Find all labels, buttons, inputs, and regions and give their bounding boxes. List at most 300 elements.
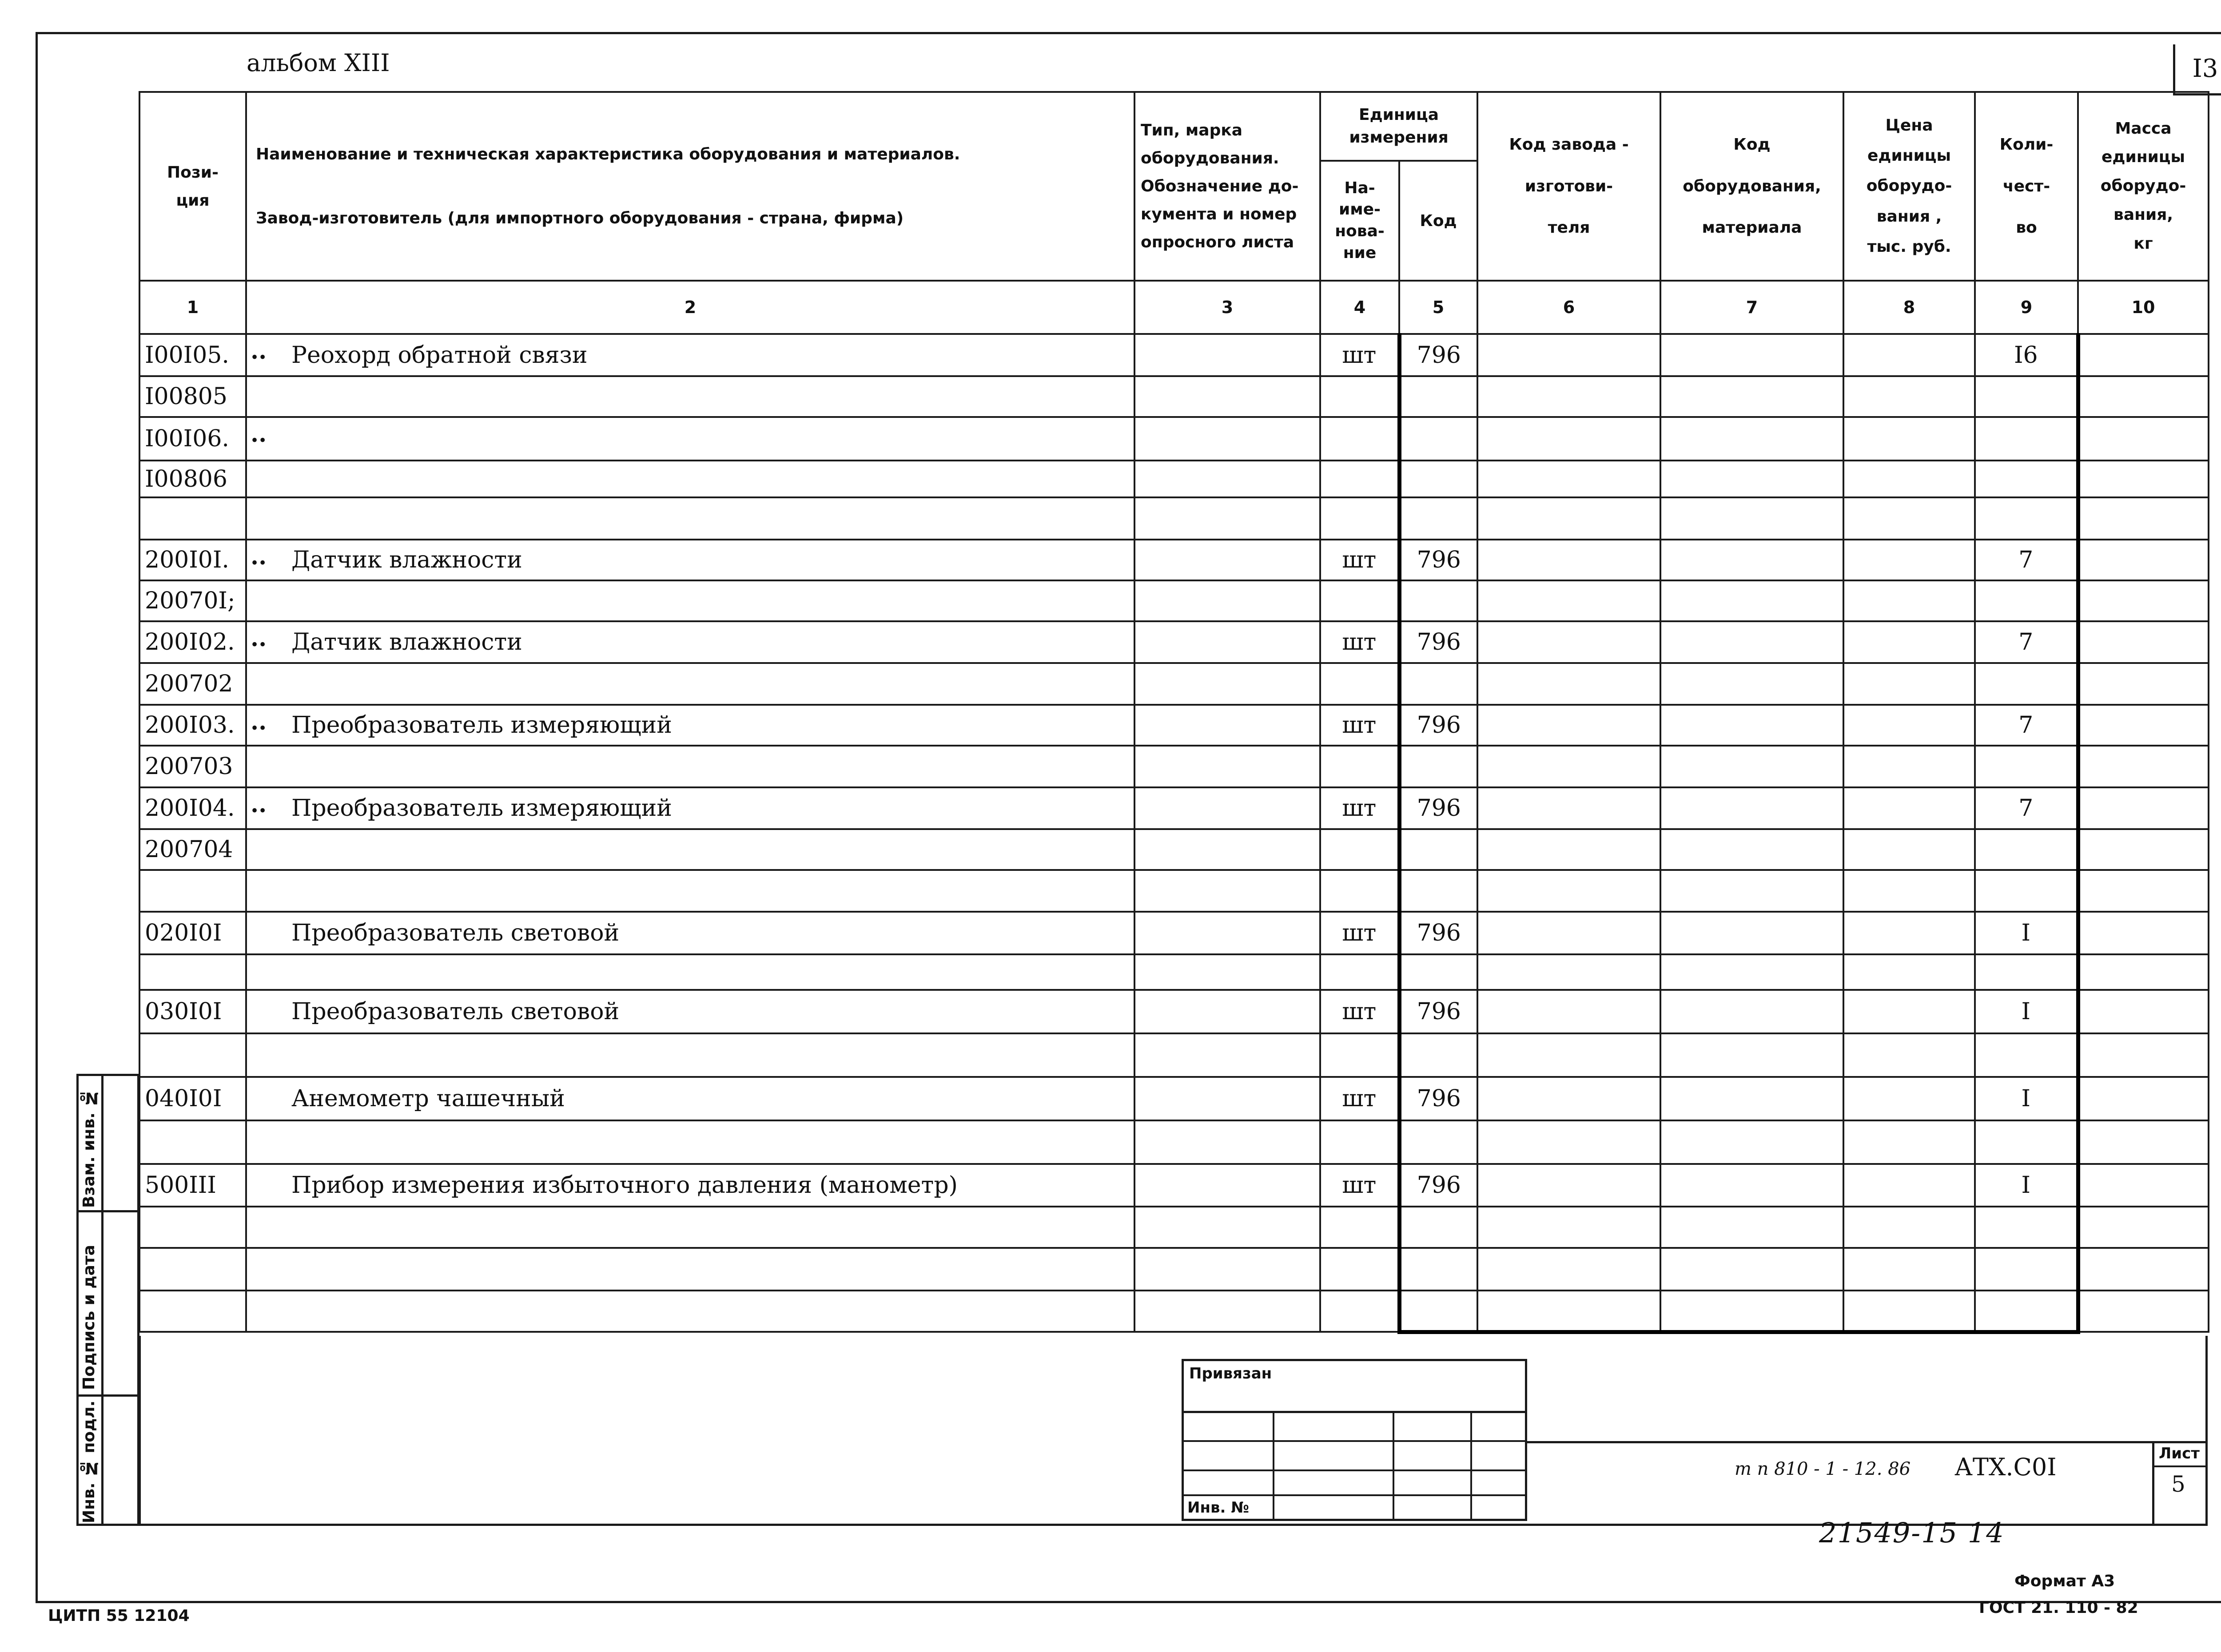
header-price: Цена единицы оборудо- вания , тыс. руб.	[1843, 92, 1975, 281]
header-mass: Масса единицы оборудо- вания, кг	[2078, 92, 2209, 281]
cell-equipment-code	[1660, 1077, 1843, 1120]
cell-factory-code	[1477, 990, 1660, 1033]
cell-factory-code	[1477, 1291, 1660, 1332]
cell-quantity: 7	[1975, 787, 2078, 829]
frame-line	[139, 1336, 141, 1526]
cell-position: 20070I;	[139, 580, 246, 621]
cell-quantity	[1975, 1120, 2078, 1164]
cell-price	[1843, 746, 1975, 787]
cell-factory-code	[1477, 417, 1660, 461]
side-divider	[76, 1210, 139, 1212]
cell-factory-code	[1477, 705, 1660, 746]
cell-factory-code	[1477, 870, 1660, 912]
column-number: 5	[1399, 281, 1477, 334]
cell-equipment-code	[1660, 580, 1843, 621]
cell-mass	[2078, 870, 2209, 912]
cell-factory-code	[1477, 540, 1660, 580]
cell-position: 200703	[139, 746, 246, 787]
cell-quantity	[1975, 580, 2078, 621]
stamp-privyazan: Привязан	[1189, 1365, 1272, 1382]
cell-equipment-code	[1660, 376, 1843, 417]
cell-unit	[1320, 954, 1399, 990]
table-row	[139, 621, 2209, 663]
cell-price	[1843, 1033, 1975, 1077]
side-label-inv-podl: Инв. № подл.	[80, 1400, 98, 1523]
cell-quantity	[1975, 376, 2078, 417]
cell-name	[246, 954, 1134, 990]
cell-position	[139, 870, 246, 912]
cell-type	[1134, 621, 1320, 663]
cell-type	[1134, 990, 1320, 1033]
specification-rows	[139, 334, 2209, 1332]
cell-mass	[2078, 829, 2209, 870]
cell-price	[1843, 621, 1975, 663]
cell-position	[139, 1033, 246, 1077]
sheet-value: 5	[2171, 1471, 2185, 1497]
cell-unit	[1320, 497, 1399, 540]
cell-unit	[1320, 663, 1399, 705]
cell-unit: шт	[1320, 1164, 1399, 1207]
cell-name	[246, 787, 1134, 829]
cell-unit	[1320, 746, 1399, 787]
cell-name	[246, 461, 1134, 497]
header-unit-group: Единица измерения	[1320, 92, 1477, 161]
cell-price	[1843, 1207, 1975, 1248]
cell-mass	[2078, 1291, 2209, 1332]
cell-type	[1134, 829, 1320, 870]
cell-equipment-code	[1660, 829, 1843, 870]
cell-type	[1134, 705, 1320, 746]
cell-unit-code	[1399, 1033, 1477, 1077]
cell-unit-code: 796	[1399, 1077, 1477, 1120]
cell-quantity	[1975, 870, 2078, 912]
cell-name	[246, 1291, 1134, 1332]
cell-name	[246, 621, 1134, 663]
cell-unit-code: 796	[1399, 540, 1477, 580]
cell-unit: шт	[1320, 787, 1399, 829]
column-number: 10	[2078, 281, 2209, 334]
binding-stamp	[1182, 1359, 1527, 1521]
item-name: Прибор измерения избыточного давления (манометр)	[291, 1172, 958, 1199]
cell-factory-code	[1477, 829, 1660, 870]
cell-price	[1843, 954, 1975, 990]
cell-unit-code: 796	[1399, 621, 1477, 663]
cell-unit: шт	[1320, 621, 1399, 663]
cell-name	[246, 990, 1134, 1033]
cell-factory-code	[1477, 663, 1660, 705]
cell-mass	[2078, 1207, 2209, 1248]
cell-name	[246, 417, 1134, 461]
handwritten-number: 21549-15 14	[1819, 1517, 2005, 1549]
cell-mass	[2078, 540, 2209, 580]
cell-quantity: 7	[1975, 621, 2078, 663]
format-label: Формат А3	[2014, 1572, 2115, 1590]
cell-type	[1134, 912, 1320, 954]
cell-name	[246, 663, 1134, 705]
table-row	[139, 746, 2209, 787]
cell-price	[1843, 870, 1975, 912]
cell-unit-code	[1399, 829, 1477, 870]
cell-unit: шт	[1320, 1077, 1399, 1120]
table-row	[139, 787, 2209, 829]
position-dots: ..	[251, 625, 267, 652]
cell-position	[139, 497, 246, 540]
cell-quantity	[1975, 1033, 2078, 1077]
cell-unit-code: 796	[1399, 787, 1477, 829]
cell-quantity: I	[1975, 1077, 2078, 1120]
cell-mass	[2078, 1164, 2209, 1207]
cell-equipment-code	[1660, 705, 1843, 746]
cell-equipment-code	[1660, 912, 1843, 954]
cell-equipment-code	[1660, 1291, 1843, 1332]
sheet-label: Лист	[2159, 1445, 2200, 1462]
cell-name	[246, 1077, 1134, 1120]
item-name: Преобразователь световой	[291, 998, 620, 1025]
table-row	[139, 1291, 2209, 1332]
cell-factory-code	[1477, 746, 1660, 787]
cell-type	[1134, 746, 1320, 787]
cell-price	[1843, 334, 1975, 376]
cell-price	[1843, 540, 1975, 580]
header-equipment-code: Код оборудования, материала	[1660, 92, 1843, 281]
cell-unit-code: 796	[1399, 334, 1477, 376]
cell-name	[246, 1207, 1134, 1248]
cell-price	[1843, 461, 1975, 497]
cell-factory-code	[1477, 912, 1660, 954]
cell-equipment-code	[1660, 621, 1843, 663]
cell-type	[1134, 954, 1320, 990]
header-factory-code: Код завода - изготови- теля	[1477, 92, 1660, 281]
cell-position	[139, 1120, 246, 1164]
cell-equipment-code	[1660, 870, 1843, 912]
cell-price	[1843, 1248, 1975, 1291]
cell-equipment-code	[1660, 954, 1843, 990]
cell-mass	[2078, 376, 2209, 417]
gost-label: ГОСТ 21. 110 - 82	[1979, 1599, 2138, 1617]
cell-unit-code	[1399, 461, 1477, 497]
tp-number: т п 810 - 1 - 12. 86	[1735, 1459, 1911, 1479]
cell-unit	[1320, 870, 1399, 912]
album-label: альбом XIII	[247, 49, 390, 77]
specification-table	[139, 91, 2209, 1334]
cell-mass	[2078, 497, 2209, 540]
cell-position: 500III	[139, 1164, 246, 1207]
cell-name	[246, 376, 1134, 417]
header-quantity: Коли- чест- во	[1975, 92, 2078, 281]
cell-unit	[1320, 1120, 1399, 1164]
cell-position: I00805	[139, 376, 246, 417]
item-name: Датчик влажности	[291, 629, 522, 655]
position-dots: ..	[251, 421, 267, 448]
cell-type	[1134, 580, 1320, 621]
cell-name	[246, 334, 1134, 376]
cell-type	[1134, 376, 1320, 417]
cell-factory-code	[1477, 497, 1660, 540]
sheet-number-box: I3	[2173, 44, 2221, 95]
cell-type	[1134, 1248, 1320, 1291]
cell-equipment-code	[1660, 417, 1843, 461]
table-row	[139, 1164, 2209, 1207]
cell-mass	[2078, 1033, 2209, 1077]
table-row	[139, 990, 2209, 1033]
cell-equipment-code	[1660, 540, 1843, 580]
cell-name	[246, 580, 1134, 621]
table-row	[139, 497, 2209, 540]
cell-unit-code	[1399, 663, 1477, 705]
cell-position	[139, 1291, 246, 1332]
cell-quantity	[1975, 746, 2078, 787]
cell-equipment-code	[1660, 461, 1843, 497]
cell-type	[1134, 540, 1320, 580]
cell-mass	[2078, 1077, 2209, 1120]
cell-name	[246, 870, 1134, 912]
cell-unit-code	[1399, 580, 1477, 621]
cell-position: 200I02.	[139, 621, 246, 663]
cell-unit-code	[1399, 1291, 1477, 1332]
item-name: Преобразователь световой	[291, 920, 620, 946]
cell-mass	[2078, 663, 2209, 705]
header-type: Тип, марка оборудования. Обозначение до- кумента и номер опросного листа	[1134, 92, 1320, 281]
cell-position: 020I0I	[139, 912, 246, 954]
position-dots: ..	[251, 791, 267, 818]
cell-position: 200702	[139, 663, 246, 705]
cell-type	[1134, 1291, 1320, 1332]
cell-factory-code	[1477, 1120, 1660, 1164]
cell-price	[1843, 376, 1975, 417]
cell-equipment-code	[1660, 334, 1843, 376]
cell-price	[1843, 417, 1975, 461]
cell-mass	[2078, 705, 2209, 746]
cell-factory-code	[1477, 1033, 1660, 1077]
table-row	[139, 580, 2209, 621]
cell-type	[1134, 1207, 1320, 1248]
table-row	[139, 1033, 2209, 1077]
cell-unit: шт	[1320, 990, 1399, 1033]
cell-factory-code	[1477, 787, 1660, 829]
position-dots: ..	[251, 708, 267, 735]
cell-name	[246, 1164, 1134, 1207]
side-divider	[76, 1394, 139, 1397]
cell-price	[1843, 580, 1975, 621]
item-name: Датчик влажности	[291, 547, 522, 573]
cell-name	[246, 829, 1134, 870]
cell-factory-code	[1477, 954, 1660, 990]
cell-quantity: I	[1975, 912, 2078, 954]
cell-name	[246, 705, 1134, 746]
cell-equipment-code	[1660, 663, 1843, 705]
cell-unit	[1320, 1248, 1399, 1291]
header-unit-name: На- име- нова- ние	[1320, 161, 1399, 281]
item-name: Реохорд обратной связи	[291, 342, 588, 369]
cell-quantity	[1975, 497, 2078, 540]
cell-unit: шт	[1320, 705, 1399, 746]
cell-mass	[2078, 580, 2209, 621]
table-row	[139, 540, 2209, 580]
cell-factory-code	[1477, 334, 1660, 376]
column-number: 7	[1660, 281, 1843, 334]
column-number: 1	[139, 281, 246, 334]
cell-unit-code	[1399, 1207, 1477, 1248]
table-row	[139, 461, 2209, 497]
cell-equipment-code	[1660, 990, 1843, 1033]
cell-factory-code	[1477, 376, 1660, 417]
cell-name	[246, 1120, 1134, 1164]
cell-unit-code	[1399, 497, 1477, 540]
cell-price	[1843, 1077, 1975, 1120]
cell-equipment-code	[1660, 1120, 1843, 1164]
cell-price	[1843, 705, 1975, 746]
cell-type	[1134, 1077, 1320, 1120]
cell-unit-code	[1399, 746, 1477, 787]
cell-unit-code: 796	[1399, 912, 1477, 954]
cell-mass	[2078, 334, 2209, 376]
cell-position: I00806	[139, 461, 246, 497]
cell-unit	[1320, 461, 1399, 497]
column-number: 4	[1320, 281, 1399, 334]
cell-type	[1134, 870, 1320, 912]
cell-unit-code	[1399, 954, 1477, 990]
cell-unit-code	[1399, 870, 1477, 912]
cell-price	[1843, 829, 1975, 870]
cell-type	[1134, 417, 1320, 461]
item-name: Преобразователь измеряющий	[291, 795, 672, 822]
table-row	[139, 334, 2209, 376]
table-row	[139, 705, 2209, 746]
cell-quantity	[1975, 417, 2078, 461]
cell-quantity	[1975, 1248, 2078, 1291]
cell-price	[1843, 663, 1975, 705]
cell-unit: шт	[1320, 334, 1399, 376]
cell-quantity: I6	[1975, 334, 2078, 376]
item-name: Преобразователь измеряющий	[291, 712, 672, 739]
cell-unit-code: 796	[1399, 1164, 1477, 1207]
cell-quantity: 7	[1975, 705, 2078, 746]
header-position: Пози- ция	[139, 92, 246, 281]
table-row	[139, 912, 2209, 954]
position-dots: ..	[251, 338, 267, 365]
cell-mass	[2078, 954, 2209, 990]
cell-factory-code	[1477, 1164, 1660, 1207]
cell-mass	[2078, 417, 2209, 461]
cell-factory-code	[1477, 1077, 1660, 1120]
cell-price	[1843, 497, 1975, 540]
cell-mass	[2078, 746, 2209, 787]
cell-unit	[1320, 580, 1399, 621]
cell-unit-code: 796	[1399, 705, 1477, 746]
cell-equipment-code	[1660, 1207, 1843, 1248]
cell-position: 200704	[139, 829, 246, 870]
table-row	[139, 1248, 2209, 1291]
cell-type	[1134, 497, 1320, 540]
cell-unit: шт	[1320, 912, 1399, 954]
cell-type	[1134, 461, 1320, 497]
cell-unit-code	[1399, 376, 1477, 417]
cell-type	[1134, 663, 1320, 705]
cell-price	[1843, 1120, 1975, 1164]
cell-name	[246, 746, 1134, 787]
cell-name	[246, 1248, 1134, 1291]
cell-type	[1134, 334, 1320, 376]
cell-unit: шт	[1320, 540, 1399, 580]
cell-type	[1134, 1120, 1320, 1164]
cell-price	[1843, 1164, 1975, 1207]
cell-unit	[1320, 1291, 1399, 1332]
cell-price	[1843, 990, 1975, 1033]
column-number: 9	[1975, 281, 2078, 334]
cell-position: 200I03.	[139, 705, 246, 746]
cell-quantity	[1975, 1291, 2078, 1332]
cell-quantity	[1975, 461, 2078, 497]
cell-position	[139, 954, 246, 990]
position-dots: ..	[251, 543, 267, 570]
cell-quantity: I	[1975, 990, 2078, 1033]
table-row	[139, 870, 2209, 912]
cell-position: 200I04.	[139, 787, 246, 829]
cell-equipment-code	[1660, 787, 1843, 829]
cell-quantity	[1975, 1207, 2078, 1248]
cell-factory-code	[1477, 621, 1660, 663]
table-row	[139, 1120, 2209, 1164]
cell-name	[246, 540, 1134, 580]
cell-type	[1134, 1164, 1320, 1207]
cell-mass	[2078, 787, 2209, 829]
cell-position: I00I05.	[139, 334, 246, 376]
cell-factory-code	[1477, 580, 1660, 621]
cell-position: 040I0I	[139, 1077, 246, 1120]
cell-unit-code	[1399, 1120, 1477, 1164]
cell-position: 200I0I.	[139, 540, 246, 580]
column-number: 3	[1134, 281, 1320, 334]
cell-mass	[2078, 621, 2209, 663]
cell-quantity	[1975, 829, 2078, 870]
cell-unit	[1320, 1207, 1399, 1248]
cell-type	[1134, 1033, 1320, 1077]
cell-mass	[2078, 990, 2209, 1033]
cell-quantity: I	[1975, 1164, 2078, 1207]
title-block-line	[1527, 1441, 2208, 1443]
column-number: 8	[1843, 281, 1975, 334]
cell-name	[246, 1033, 1134, 1077]
cell-equipment-code	[1660, 1164, 1843, 1207]
cell-quantity: 7	[1975, 540, 2078, 580]
header-name: Наименование и техническая характеристика оборудования и материалов. Завод-изготовитель (для импортного оборудования - страна, фирма)	[246, 92, 1134, 281]
cell-position: I00I06.	[139, 417, 246, 461]
side-label-podpis: Подпись и дата	[80, 1245, 98, 1390]
table-row	[139, 663, 2209, 705]
cell-type	[1134, 787, 1320, 829]
cell-position	[139, 1207, 246, 1248]
table-row	[139, 1207, 2209, 1248]
sheet-box	[2152, 1441, 2208, 1524]
cell-equipment-code	[1660, 1033, 1843, 1077]
cell-mass	[2078, 912, 2209, 954]
cell-name	[246, 912, 1134, 954]
cell-unit-code	[1399, 417, 1477, 461]
cell-equipment-code	[1660, 497, 1843, 540]
column-number: 6	[1477, 281, 1660, 334]
cell-unit	[1320, 829, 1399, 870]
cell-position	[139, 1248, 246, 1291]
item-name: Анемометр чашечный	[291, 1085, 565, 1112]
header-unit-code: Код	[1399, 161, 1477, 281]
cell-price	[1843, 1291, 1975, 1332]
cell-unit	[1320, 1033, 1399, 1077]
cell-mass	[2078, 1120, 2209, 1164]
table-row	[139, 954, 2209, 990]
cell-quantity	[1975, 663, 2078, 705]
cell-unit	[1320, 376, 1399, 417]
table-row	[139, 829, 2209, 870]
